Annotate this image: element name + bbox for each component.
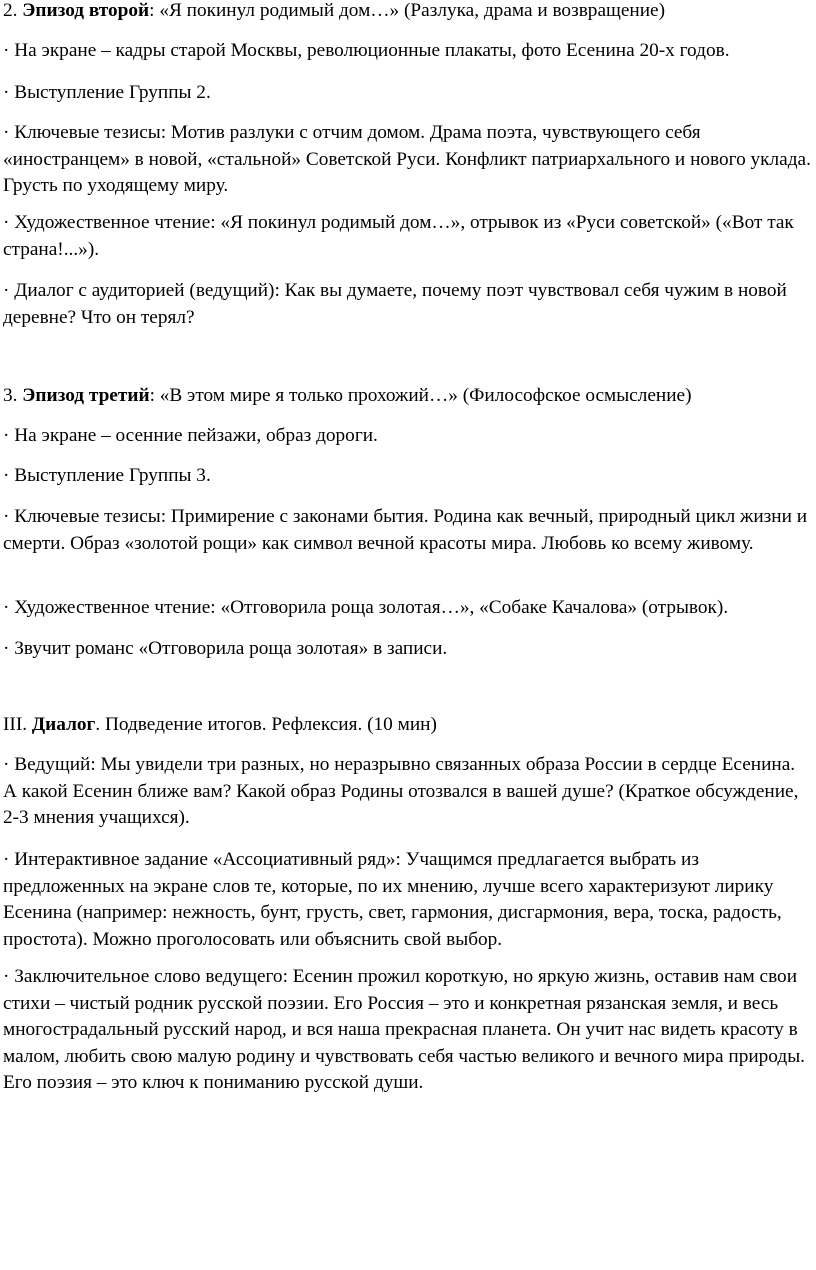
episode2-subtitle: : «Я покинул родимый дом…» (Разлука, драма и возвращение) [149, 0, 666, 21]
episode3-title: Эпизод третий [22, 385, 150, 406]
episode2-item-reading: · Художественное чтение: «Я покинул родимый дом…», отрывок из «Руси советской» («Вот так страна!...»). [3, 212, 794, 260]
episode2-item-theses: · Ключевые тезисы: Мотив разлуки с отчим домом. Драма поэта, чувствующего себя «иностранцем» в новой, «стальной» Советской Руси. Конфликт патриархального и нового уклада. Грусть по уходящему миру. [3, 122, 811, 196]
section3-item-interactive: · Интерактивное задание «Ассоциативный ряд»: Учащимся предлагается выбрать из предложенных на экране слов те, которые, по их мнению, лучше всего характеризуют лирику Есенина (например: нежность, бунт, грусть, свет, гармония, дисгармония, вера, тоска, радость, простота). Можно проголосовать или объяснить свой выбор. [3, 849, 782, 950]
section3-item-host: · Ведущий: Мы увидели три разных, но неразрывно связанных образа России в сердце Есенина. А какой Есенин ближе вам? Какой образ Родины отозвался в вашей душе? (Краткое обсуждение, 2-3 мнения учащихся). [3, 754, 799, 828]
episode2-item-group: · Выступление Группы 2. [3, 82, 211, 103]
episode2-number: 2. [3, 0, 23, 21]
episode3-item-reading: · Художественное чтение: «Отговорила роща золотая…», «Собаке Качалова» (отрывок). [3, 597, 729, 618]
section3-item-closing: · Заключительное слово ведущего: Есенин прожил короткую, но яркую жизнь, оставив нам свои стихи – чистый родник русской поэзии. Его Россия – это и конкретная рязанская земля, и весь многострадальный русский народ, и вся наша прекрасная планета. Он учит нас видеть красоту в малом, любить свою малую родину и чувствовать себя частью великого и вечного мира природы. Его поэзия – это ключ к пониманию русской души. [3, 966, 805, 1093]
episode3-number: 3. [3, 385, 23, 406]
episode2-heading [3, 0, 811, 25]
episode2-title: Эпизод второй [22, 0, 150, 21]
episode3-item-romance: · Звучит романс «Отговорила роща золотая» в записи. [3, 638, 448, 659]
episode2-item-dialog: · Диалог с аудиторией (ведущий): Как вы думаете, почему поэт чувствовал себя чужим в новой деревне? Что он терял? [3, 280, 787, 328]
episode2-item-screen: · На экране – кадры старой Москвы, революционные плакаты, фото Есенина 20-х годов. [3, 40, 730, 61]
episode3-item-group: · Выступление Группы 3. [3, 465, 211, 486]
section3-subtitle: . Подведение итогов. Рефлексия. (10 мин) [95, 714, 437, 735]
episode3-item-theses: · Ключевые тезисы: Примирение с законами бытия. Родина как вечный, природный цикл жизни и смерти. Образ «золотой рощи» как символ вечной красоты мира. Любовь ко всему живому. [3, 506, 808, 554]
section3-number: III. [3, 714, 32, 735]
episode3-heading [3, 383, 811, 410]
episode3-item-screen: · На экране – осенние пейзажи, образ дороги. [3, 425, 378, 446]
section3-title: Диалог [31, 714, 96, 735]
section3-heading [3, 712, 811, 739]
episode3-subtitle: : «В этом мире я только прохожий…» (Философское осмысление) [149, 385, 692, 406]
